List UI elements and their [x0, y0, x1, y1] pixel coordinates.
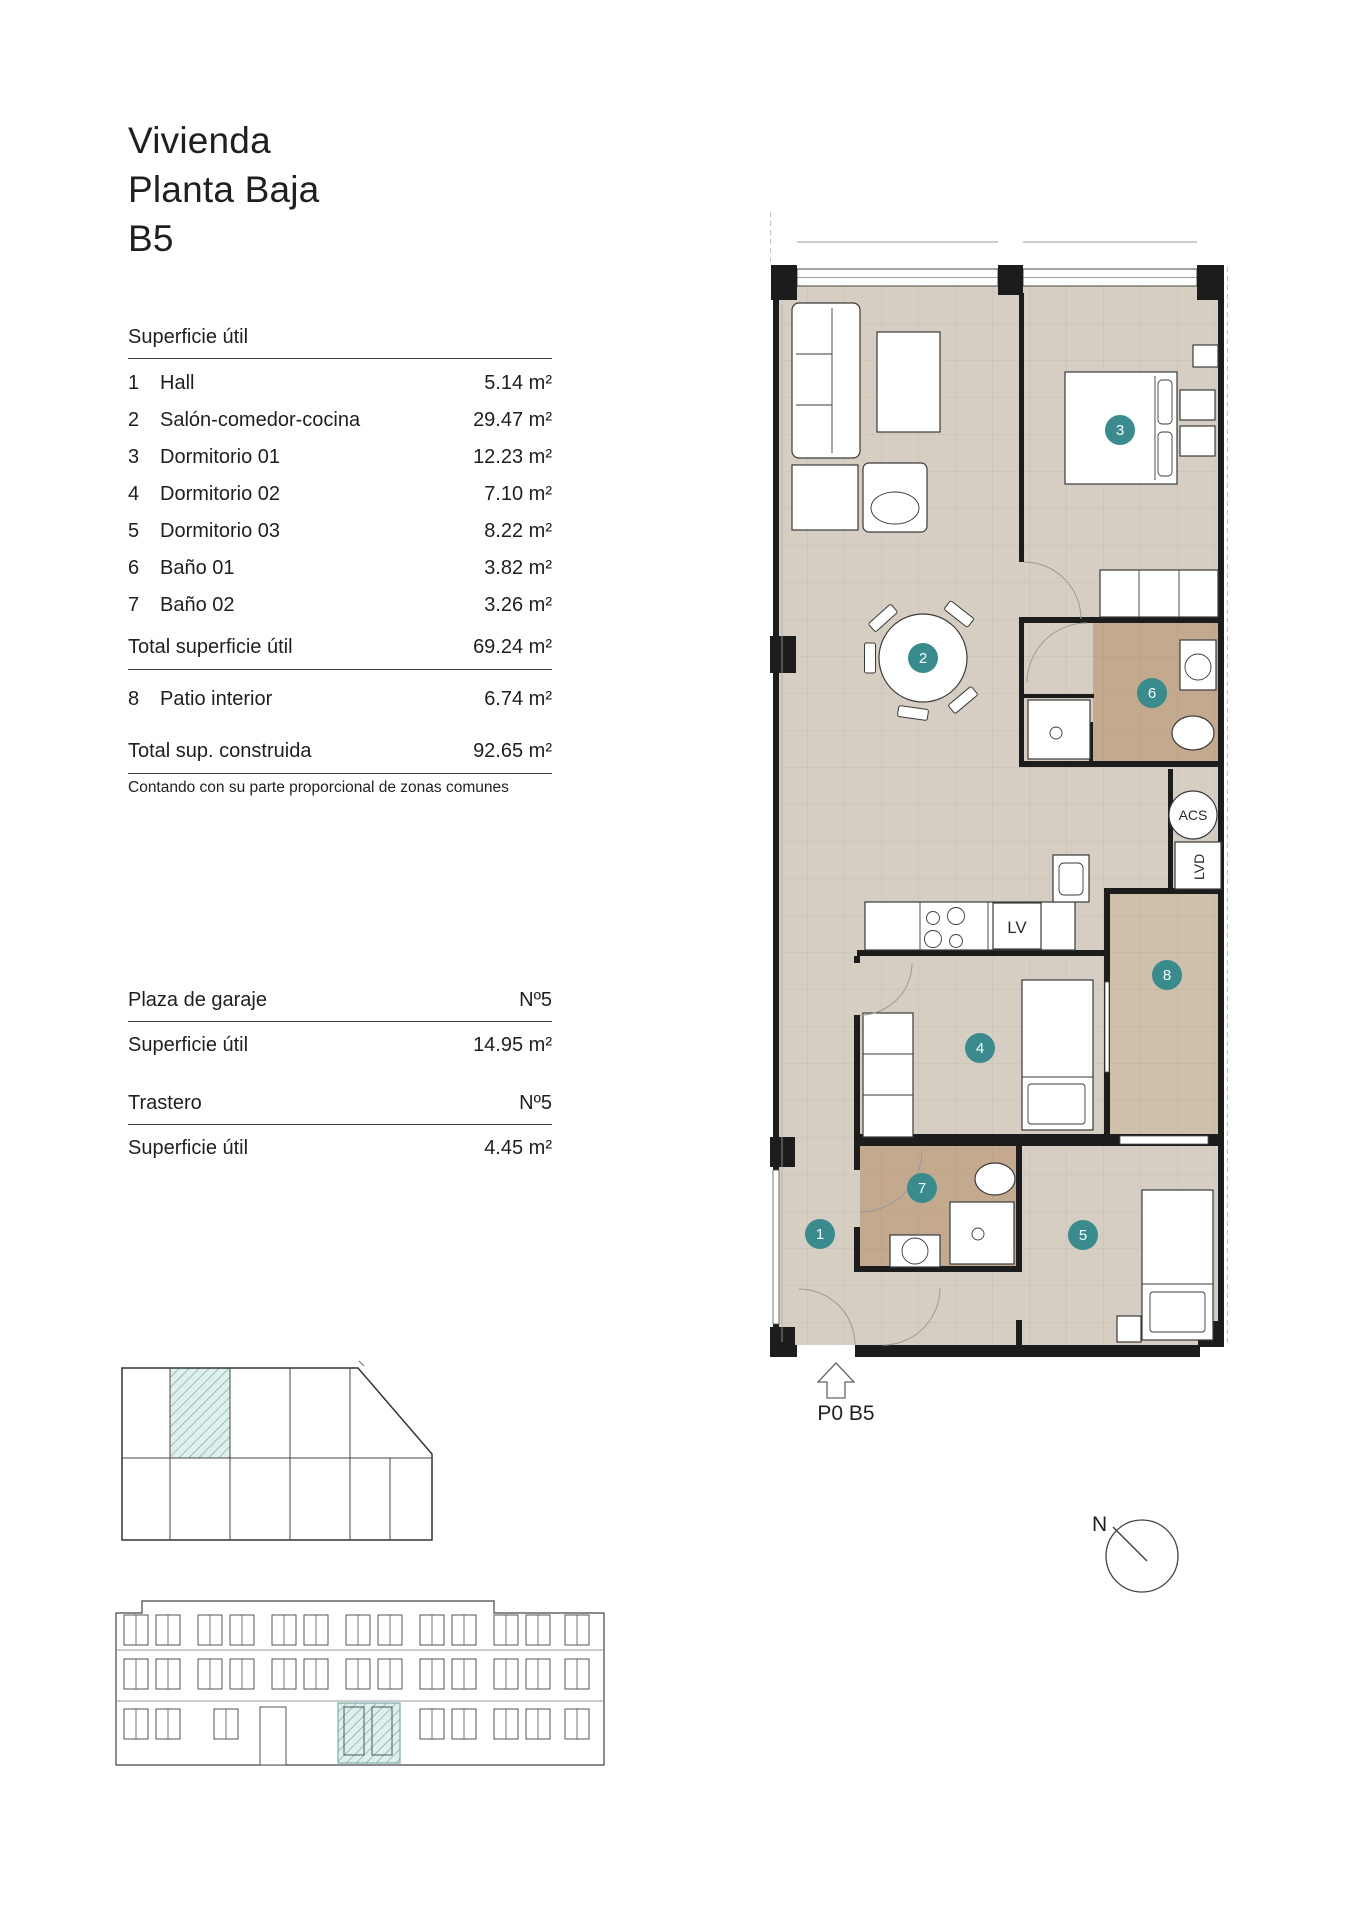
storage-number: Nº5 [519, 1092, 552, 1114]
storage-header [128, 1092, 552, 1125]
room-number: 3 [128, 446, 140, 468]
room-number: 8 [128, 688, 140, 710]
windows-row-1 [124, 1615, 589, 1645]
north-compass [1080, 1498, 1200, 1608]
total-built-value: 92.65 m² [473, 740, 552, 762]
table-row [128, 594, 552, 631]
burner [950, 935, 963, 948]
compass-needle [1113, 1527, 1147, 1561]
room-badge-3 [1105, 415, 1135, 445]
table-row [128, 446, 552, 483]
kitchen-counter [865, 902, 1075, 950]
garage-title: Plaza de garaje [128, 989, 267, 1011]
shower-drain [1050, 727, 1062, 739]
room-label: Baño 01 [160, 557, 235, 579]
lvd-label: LVD [1191, 853, 1207, 880]
sink-basin [1185, 654, 1211, 680]
room-area: 6.74 m² [484, 688, 552, 710]
table-row [128, 557, 552, 594]
highlighted-unit [338, 1703, 400, 1763]
room-number: 2 [128, 409, 140, 431]
floor-plan-drawing [770, 212, 1230, 1427]
wardrobe [863, 1013, 913, 1137]
room-area: 5.14 m² [484, 372, 552, 394]
windows-row-2 [124, 1659, 589, 1689]
room-label: Dormitorio 02 [160, 483, 281, 505]
total-useful-value: 69.24 m² [473, 636, 552, 658]
pillow [1150, 1292, 1205, 1332]
toilet [1172, 716, 1214, 750]
storage-title: Trastero [128, 1092, 202, 1114]
sink-basin [902, 1238, 928, 1264]
patio-row [128, 688, 552, 711]
room-badge-2 [908, 643, 938, 673]
storage-area-value: 4.45 m² [484, 1137, 552, 1159]
nightstand [1180, 390, 1215, 420]
side-table [792, 465, 858, 530]
room-number: 7 [128, 594, 140, 616]
room-area: 12.23 m² [473, 446, 552, 468]
tick-mark [359, 1361, 364, 1366]
lv-label: LV [1007, 918, 1027, 937]
nightstand [1180, 426, 1215, 456]
room-badge-1 [805, 1219, 835, 1249]
room-area: 8.22 m² [484, 520, 552, 542]
highlighted-unit [170, 1368, 230, 1458]
table-row [128, 520, 552, 557]
room-badge-4 [965, 1033, 995, 1063]
burner [925, 931, 942, 948]
hall-window [773, 1170, 779, 1324]
room-area: 3.26 m² [484, 594, 552, 616]
building-elevation [110, 1593, 610, 1773]
burner [948, 908, 965, 925]
garage-header [128, 989, 552, 1022]
room-label: Baño 02 [160, 594, 235, 616]
storage-area-label: Superficie útil [128, 1137, 249, 1159]
room-badge-5 [1068, 1220, 1098, 1250]
page-title [128, 116, 319, 263]
garage-area-label: Superficie útil [128, 1034, 249, 1056]
svg-text:3: 3 [1115, 422, 1125, 439]
garage-area-value: 14.95 m² [473, 1034, 552, 1056]
garage-number: Nº5 [519, 989, 552, 1011]
storage-area-row [128, 1137, 552, 1160]
room-badge-7 [907, 1173, 937, 1203]
shelf [1193, 345, 1218, 367]
bedroom3-patio-window [1120, 1136, 1208, 1144]
block-outline [122, 1368, 432, 1540]
surface-table [128, 372, 552, 631]
total-useful-area [128, 636, 552, 670]
svg-text:2: 2 [918, 650, 928, 667]
surface-table-header [128, 326, 552, 359]
room-number: 6 [128, 557, 140, 579]
pillow [1158, 380, 1172, 424]
page-title-line-2: Planta Baja [128, 169, 320, 210]
surface-table-title: Superficie útil [128, 326, 249, 348]
room-number: 4 [128, 483, 140, 505]
svg-text:8: 8 [1162, 967, 1172, 984]
pillow [1158, 432, 1172, 476]
wardrobe [1100, 570, 1218, 617]
room-area: 3.82 m² [484, 557, 552, 579]
page-title-line-1: Vivienda [128, 120, 271, 161]
acs-label: ACS [1178, 807, 1208, 823]
svg-text:4: 4 [975, 1040, 985, 1057]
svg-text:5: 5 [1078, 1227, 1088, 1244]
svg-text:7: 7 [917, 1180, 927, 1197]
page-title-line-3: B5 [128, 218, 174, 259]
room-area: 29.47 m² [473, 409, 552, 431]
room-label: Patio interior [160, 688, 273, 710]
table-row [128, 409, 552, 446]
total-built-area [128, 740, 552, 774]
sofa [792, 303, 860, 458]
entrance-door [260, 1707, 286, 1765]
site-key-plan [112, 1356, 442, 1551]
table-row [128, 372, 552, 409]
room-badge-6 [1137, 678, 1167, 708]
room-label: Dormitorio 01 [160, 446, 281, 468]
nightstand [1117, 1316, 1141, 1342]
room-badge-8 [1152, 960, 1182, 990]
total-useful-label: Total superficie útil [128, 636, 293, 658]
burner [927, 912, 940, 925]
shower-drain [972, 1228, 984, 1240]
entrance-arrow-icon [818, 1363, 854, 1398]
plan-code-label: P0 B5 [817, 1402, 875, 1425]
room-area: 7.10 m² [484, 483, 552, 505]
svg-text:1: 1 [815, 1226, 825, 1243]
svg-text:6: 6 [1147, 685, 1157, 702]
room-number: 1 [128, 372, 140, 394]
total-built-label: Total sup. construida [128, 740, 312, 762]
kitchen-sink [1059, 863, 1083, 895]
garage-area-row [128, 1034, 552, 1057]
toilet [975, 1163, 1015, 1195]
room-number: 5 [128, 520, 140, 542]
room-label: Dormitorio 03 [160, 520, 281, 542]
common-zones-note: Contando con su parte proporcional de zonas comunes [128, 779, 509, 796]
coffee-table [877, 332, 940, 432]
table-row [128, 483, 552, 520]
bedroom2-patio-window [1105, 982, 1109, 1072]
pillow [1028, 1084, 1085, 1124]
room-label: Hall [160, 372, 195, 394]
north-label: N [1092, 1513, 1108, 1536]
room-label: Salón-comedor-cocina [160, 409, 361, 431]
